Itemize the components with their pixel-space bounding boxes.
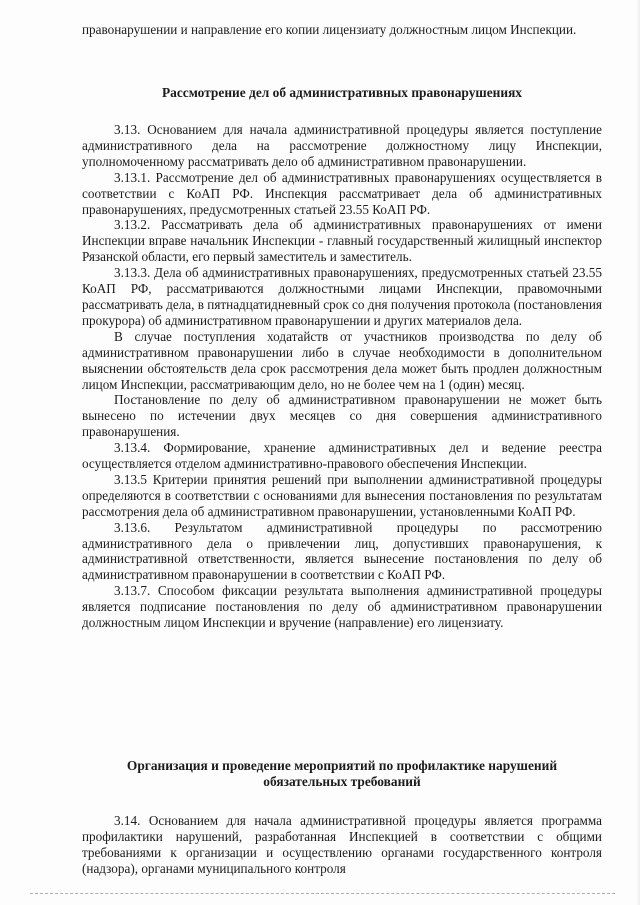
document-body [82, 22, 602, 38]
intro-tail-paragraph: правонарушении и направление его копии лицензиату должностным лицом Инспекции. [82, 22, 577, 37]
page-footer-line [30, 893, 615, 894]
section-review-body [82, 122, 602, 631]
paragraph-extension: В случае поступления ходатайств от участников производства по делу об административном правонарушении либо в случае необходимости в дополнительном выяснении обстоятельств дела срок рассмотрения дела может быть продлен должностным лицом Инспекции, рассматривающим дело, но не более чем на 1 (один) месяц. [82, 328, 602, 392]
paragraph-3-13: 3.13. Основанием для начала административной процедуры является поступление административного дела на рассмотрение должностному лицу Инспекции, уполномоченному рассматривать дело об административном правонарушении. [82, 122, 602, 169]
section-prevention-title-line2: обязательных требований [263, 774, 421, 789]
section-review [82, 85, 602, 101]
section-prevention [82, 758, 602, 790]
section-prevention-title [82, 758, 602, 790]
paragraph-3-13-7: 3.13.7. Способом фиксации результата выполнения административной процедуры является подписание постановления по делу об административном правонарушении должностным лицом Инспекции и вручение (направление) его лицензиату. [82, 583, 602, 631]
paragraph-3-13-4: 3.13.4. Формирование, хранение административных дел и ведение реестра осуществляется отделом административно-правового обеспечения Инспекции. [82, 440, 602, 472]
paragraph-3-13-2: 3.13.2. Рассматривать дела об административных правонарушениях от имени Инспекции вправе начальник Инспекции - главный государственный жилищный инспектор Рязанской области, его первый заместитель и заместитель. [82, 217, 602, 265]
section-review-title: Рассмотрение дел об административных правонарушениях [161, 85, 523, 100]
paragraph-3-13-6: 3.13.6. Результатом административной процедуры по рассмотрению административного дела о привлечении лиц, допустивших правонарушения, к административной ответственности, является вынесение постановления по делу об административном правонарушении в соответствии с КоАП РФ. [82, 519, 602, 583]
section-prevention-title-line1: Организация и проведение мероприятий по профилактике нарушений [126, 758, 558, 773]
paragraph-3-13-5: 3.13.5 Критерии принятия решений при выполнении административной процедуры определяются в соответствии с основаниями для вынесения постановления по результатам рассмотрения дела об административном правонарушении, установленными КоАП РФ. [82, 471, 602, 519]
paragraph-3-13-3: 3.13.3. Дела об административных правонарушениях, предусмотренных статьей 23.55 КоАП РФ, рассматриваются должностными лицами Инспекции, правомочными рассматривать дела, в пятнадцатидневный срок со дня получения протокола (постановления прокурора) об административном правонарушении и других материалов дела. [82, 265, 602, 328]
scan-edge-shadow [636, 0, 640, 905]
paragraph-time-limit: Постановление по делу об административном правонарушении не может быть вынесено по истечении двух месяцев со дня совершения административного правонарушения. [82, 392, 602, 440]
section-prevention-body [82, 813, 602, 877]
paragraph-3-14: 3.14. Основанием для начала административной процедуры является программа профилактики нарушений, разработанная Инспекцией в соответствии с общими требованиями к организации и осуществлению органами государственного контроля (надзора), органами муниципального контроля [82, 813, 602, 876]
paragraph-3-13-1: 3.13.1. Рассмотрение дел об административных правонарушениях осуществляется в соответствии с КоАП РФ. Инспекция рассматривает дела об административных правонарушениях, предусмотренных статьей 23.55 КоАП РФ. [82, 169, 602, 217]
